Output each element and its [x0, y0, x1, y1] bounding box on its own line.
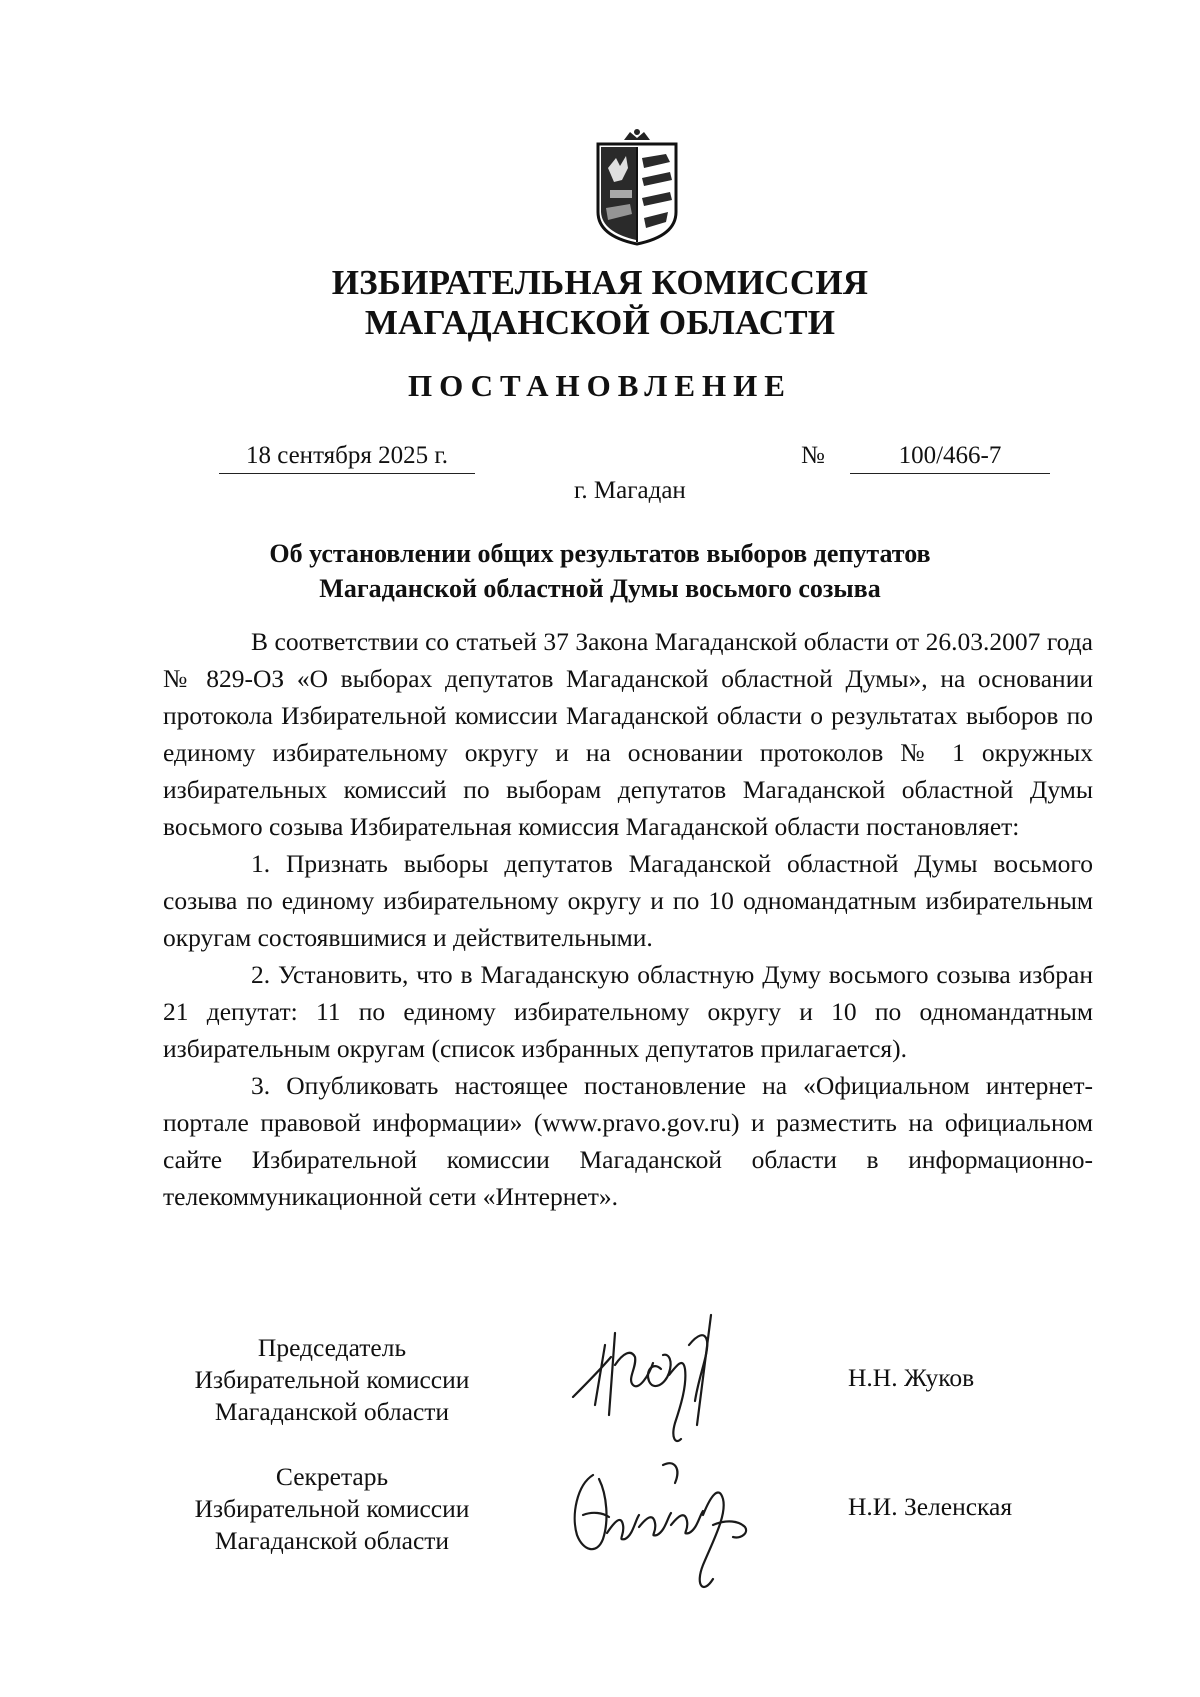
chair-title-line: Избирательной комиссии	[194, 1365, 470, 1394]
secretary-title-line: Избирательной комиссии	[194, 1494, 470, 1523]
secretary-title-line: Магаданской области	[214, 1526, 450, 1555]
secretary-name: Н.И. Зеленская	[848, 1492, 1013, 1521]
document-number: 100/466-7	[898, 442, 1002, 469]
date-underline	[219, 473, 475, 474]
secretary-signature-icon	[563, 1455, 763, 1600]
chair-title-line: Магаданской области	[214, 1397, 450, 1426]
chair-name: Н.Н. Жуков	[848, 1363, 975, 1392]
body-paragraph-item-2: 2. Установить, что в Магаданскую областную Думу восьмого созыва избран 21 депутат: 11 по единому избирательному округу и 10 по одномандатным избирательным округам (список избранных депутатов прилагается).	[163, 960, 1093, 1063]
coat-of-arms-icon	[594, 128, 680, 246]
secretary-title	[162, 1461, 502, 1557]
chair-signature-icon	[565, 1305, 775, 1455]
document-date: 18 сентября 2025 г.	[245, 442, 449, 469]
body-paragraph-preamble: В соответствии со статьей 37 Закона Магаданской области от 26.03.2007 года № 829-ОЗ «О выборах депутатов Магаданской областной Думы», на основании протокола Избирательной комиссии Магаданской области о результатах выборов по единому избирательному округу и на основании протоколов № 1 окружных избирательных комиссий по выборам депутатов Магаданской областной Думы восьмого созыва Избирательная комиссия Магаданской области постановляет:	[163, 627, 1093, 841]
chair-title	[162, 1332, 502, 1428]
document-city: г. Магадан	[574, 477, 686, 504]
document-body	[163, 623, 1093, 1215]
secretary-title-line: Секретарь	[275, 1462, 389, 1491]
chair-title-line: Председатель	[257, 1333, 407, 1362]
number-underline	[850, 473, 1050, 474]
body-paragraph-item-1: 1. Признать выборы депутатов Магаданской областной Думы восьмого созыва по единому избирательному округу и по 10 одномандатным избирательным округам состоявшимися и действительными.	[163, 849, 1093, 952]
body-paragraph-item-3: 3. Опубликовать настоящее постановление на «Официальном интернет-портале правовой информации» (www.pravo.gov.ru) и разместить на официальном сайте Избирательной комиссии Магаданской области в информационно-телекоммуникационной сети «Интернет».	[163, 1071, 1093, 1211]
subject-line-1: Об установлении общих результатов выборов депутатов	[269, 539, 931, 568]
org-name-line-1: ИЗБИРАТЕЛЬНАЯ КОМИССИЯ	[331, 263, 869, 302]
document-type: ПОСТАНОВЛЕНИЕ	[408, 368, 792, 403]
org-name-line-2: МАГАДАНСКОЙ ОБЛАСТИ	[364, 303, 836, 342]
subject-line-2: Магаданской областной Думы восьмого созыва	[319, 574, 881, 603]
number-sign: №	[801, 442, 825, 469]
